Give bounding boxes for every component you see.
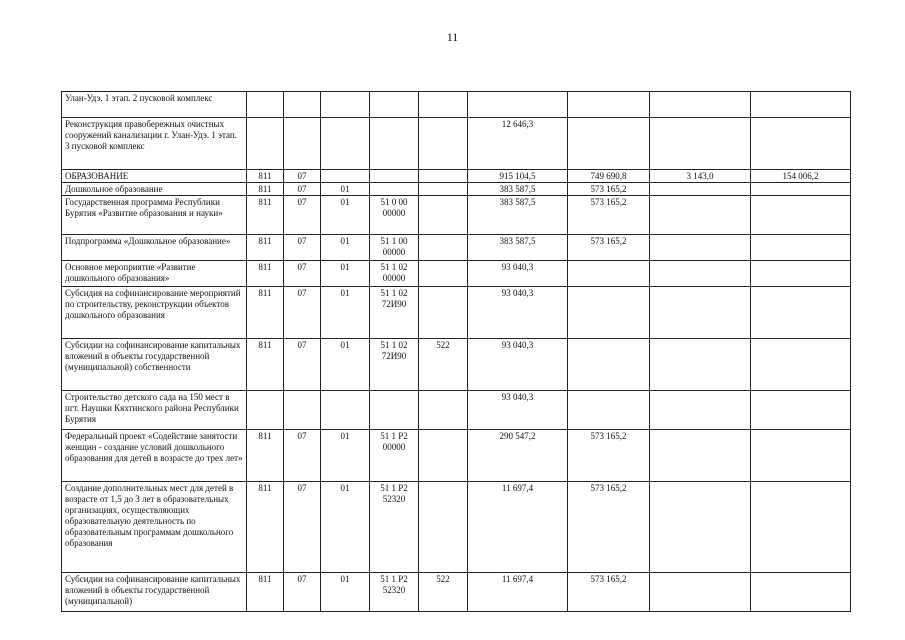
amount-cell-3 [650,261,751,287]
amount-cell-4 [751,196,851,235]
subsection-code-cell: 01 [321,287,370,339]
amount-cell-4 [751,573,851,612]
target-item-code-cell: 51 1 02 72И90 [370,339,419,391]
target-item-code-cell: 51 1 02 72И90 [370,287,419,339]
amount-cell-2 [568,391,650,430]
row-name-cell: Реконструкция правобережных очистных сооружений канализации г. Улан-Удэ. 1 этап. 3 пусковой комплекс [62,118,247,170]
page-number: 11 [446,30,459,44]
ministry-code-cell: 811 [247,235,284,261]
ministry-code-cell: 811 [247,287,284,339]
section-code-cell: 07 [284,573,321,612]
row-name-cell: Подпрограмма «Дошкольное образование» [62,235,247,261]
ministry-code-cell: 811 [247,339,284,391]
table-row [62,430,851,482]
row-name-cell: Строительство детского сада на 150 мест в пгт. Наушки Кяхтинского района Республики Бурятия [62,391,247,430]
row-name-cell: Государственная программа Республики Бурятия «Развитие образования и науки» [62,196,247,235]
subsection-code-cell: 01 [321,430,370,482]
amount-cell-3 [650,235,751,261]
subsection-code-cell [321,170,370,183]
row-name-cell: Создание дополнительных мест для детей в возрасте от 1,5 до 3 лет в образовательных организациях, осуществляющих образовательную деятельность по образовательным программам дошкольного образования [62,482,247,573]
amount-cell-1: 93 040,3 [468,287,568,339]
expense-type-code-cell [419,118,468,170]
amount-cell-1: 11 697,4 [468,573,568,612]
row-name-cell: Дошкольное образование [62,183,247,196]
table-row [62,196,851,235]
amount-cell-2: 749 690,8 [568,170,650,183]
ministry-code-cell [247,391,284,430]
target-item-code-cell: 51 0 00 00000 [370,196,419,235]
amount-cell-4 [751,261,851,287]
amount-cell-2: 573 165,2 [568,196,650,235]
row-name-cell: Основное мероприятие «Развитие дошкольного образования» [62,261,247,287]
amount-cell-1: 11 697,4 [468,482,568,573]
subsection-code-cell: 01 [321,235,370,261]
subsection-code-cell: 01 [321,196,370,235]
expense-type-code-cell [419,261,468,287]
section-code-cell [284,118,321,170]
budget-table-body [62,92,851,612]
amount-cell-4: 154 006,2 [751,170,851,183]
amount-cell-3 [650,92,751,118]
expense-type-code-cell [419,235,468,261]
ministry-code-cell [247,118,284,170]
section-code-cell: 07 [284,339,321,391]
ministry-code-cell: 811 [247,183,284,196]
ministry-code-cell: 811 [247,196,284,235]
amount-cell-4 [751,183,851,196]
amount-cell-3 [650,287,751,339]
amount-cell-1: 915 104,5 [468,170,568,183]
expense-type-code-cell [419,170,468,183]
table-row [62,482,851,573]
section-code-cell: 07 [284,196,321,235]
ministry-code-cell: 811 [247,170,284,183]
target-item-code-cell: 51 1 02 00000 [370,261,419,287]
subsection-code-cell: 01 [321,339,370,391]
amount-cell-4 [751,235,851,261]
target-item-code-cell [370,183,419,196]
expense-type-code-cell [419,391,468,430]
table-row [62,287,851,339]
expense-type-code-cell [419,430,468,482]
amount-cell-3 [650,391,751,430]
expense-type-code-cell [419,196,468,235]
ministry-code-cell: 811 [247,430,284,482]
table-row [62,573,851,612]
subsection-code-cell: 01 [321,261,370,287]
expense-type-code-cell: 522 [419,573,468,612]
amount-cell-2: 573 165,2 [568,183,650,196]
amount-cell-3 [650,482,751,573]
amount-cell-3 [650,430,751,482]
section-code-cell: 07 [284,430,321,482]
amount-cell-1: 12 646,3 [468,118,568,170]
amount-cell-4 [751,118,851,170]
section-code-cell: 07 [284,261,321,287]
amount-cell-1: 93 040,3 [468,391,568,430]
amount-cell-4 [751,339,851,391]
section-code-cell: 07 [284,287,321,339]
table-row [62,235,851,261]
expense-type-code-cell: 522 [419,339,468,391]
subsection-code-cell [321,391,370,430]
amount-cell-3 [650,118,751,170]
table-row [62,170,851,183]
amount-cell-4 [751,287,851,339]
amount-cell-2: 573 165,2 [568,482,650,573]
amount-cell-2 [568,261,650,287]
section-code-cell [284,391,321,430]
ministry-code-cell: 811 [247,261,284,287]
expense-type-code-cell [419,287,468,339]
section-code-cell: 07 [284,170,321,183]
amount-cell-3: 3 143,0 [650,170,751,183]
expense-type-code-cell [419,183,468,196]
amount-cell-2: 573 165,2 [568,573,650,612]
target-item-code-cell: 51 1 P2 52320 [370,482,419,573]
section-code-cell [284,92,321,118]
subsection-code-cell: 01 [321,573,370,612]
amount-cell-2: 573 165,2 [568,430,650,482]
section-code-cell: 07 [284,235,321,261]
row-name-cell: Федеральный проект «Содействие занятости женщин - создание условий дошкольного образования для детей в возрасте до трех лет» [62,430,247,482]
subsection-code-cell: 01 [321,482,370,573]
amount-cell-1: 93 040,3 [468,261,568,287]
target-item-code-cell [370,118,419,170]
amount-cell-3 [650,573,751,612]
subsection-code-cell [321,118,370,170]
subsection-code-cell: 01 [321,183,370,196]
amount-cell-4 [751,430,851,482]
amount-cell-1: 383 587,5 [468,183,568,196]
amount-cell-3 [650,339,751,391]
amount-cell-1: 383 587,5 [468,235,568,261]
ministry-code-cell: 811 [247,573,284,612]
table-row [62,391,851,430]
target-item-code-cell: 51 1 00 00000 [370,235,419,261]
amount-cell-3 [650,196,751,235]
amount-cell-1: 290 547,2 [468,430,568,482]
row-name-cell: Субсидия на софинансирование мероприятий по строительству, реконструкции объектов дошкольного образования [62,287,247,339]
amount-cell-2 [568,339,650,391]
expense-type-code-cell [419,92,468,118]
row-name-cell: ОБРАЗОВАНИЕ [62,170,247,183]
ministry-code-cell: 811 [247,482,284,573]
amount-cell-4 [751,391,851,430]
expense-type-code-cell [419,482,468,573]
budget-table [61,91,851,612]
amount-cell-3 [650,183,751,196]
ministry-code-cell [247,92,284,118]
table-row [62,261,851,287]
target-item-code-cell [370,391,419,430]
subsection-code-cell [321,92,370,118]
target-item-code-cell [370,92,419,118]
table-row [62,92,851,118]
row-name-cell: Субсидии на софинансирование капитальных вложений в объекты государственной (муниципальной) [62,573,247,612]
amount-cell-1: 383 587,5 [468,196,568,235]
amount-cell-2 [568,92,650,118]
row-name-cell: Субсидии на софинансирование капитальных вложений в объекты государственной (муниципальной) собственности [62,339,247,391]
amount-cell-4 [751,482,851,573]
amount-cell-1 [468,92,568,118]
amount-cell-4 [751,92,851,118]
table-row [62,339,851,391]
section-code-cell: 07 [284,482,321,573]
section-code-cell: 07 [284,183,321,196]
amount-cell-2 [568,287,650,339]
amount-cell-2: 573 165,2 [568,235,650,261]
target-item-code-cell: 51 1 P2 52320 [370,573,419,612]
amount-cell-1: 93 040,3 [468,339,568,391]
row-name-cell: Улан-Удэ. 1 этап. 2 пусковой комплекс [62,92,247,118]
target-item-code-cell: 51 1 P2 00000 [370,430,419,482]
table-row [62,183,851,196]
amount-cell-2 [568,118,650,170]
table-row [62,118,851,170]
target-item-code-cell [370,170,419,183]
